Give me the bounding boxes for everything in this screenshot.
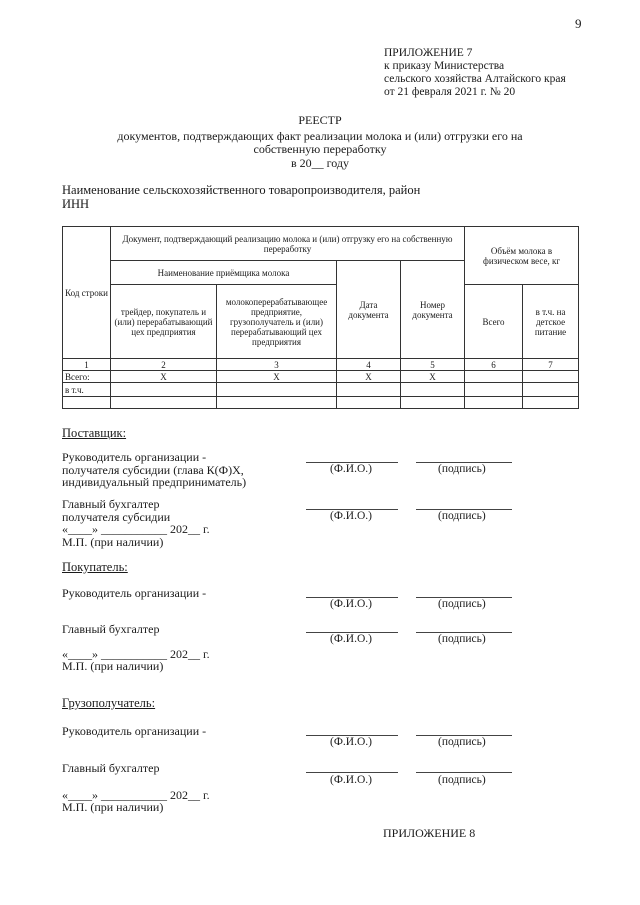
table-cell bbox=[337, 397, 401, 409]
supplier-accountant-label bbox=[62, 498, 170, 523]
table-cell: 1 bbox=[63, 359, 111, 371]
supplier-head-label bbox=[62, 451, 246, 489]
header-number: Номер документа bbox=[401, 261, 465, 359]
inn-label: ИНН bbox=[62, 196, 90, 211]
title-line: собственную переработку bbox=[253, 142, 387, 156]
buyer-stamp: М.П. (при наличии) bbox=[62, 659, 164, 673]
producer-name-label: Наименование сельскохозяйственного товаропроизводителя, район bbox=[62, 183, 421, 197]
fio-line bbox=[306, 772, 398, 773]
header-buyer-group: Наименование приёмщика молока bbox=[111, 261, 337, 285]
table-cell: 3 bbox=[217, 359, 337, 371]
table-row-including bbox=[63, 383, 579, 397]
supplier-date-line: «____» ___________ 202__ г. bbox=[62, 522, 210, 536]
table-cell bbox=[337, 383, 401, 397]
table-cell: X bbox=[217, 371, 337, 383]
consignee-accountant-label: Главный бухгалтер bbox=[62, 761, 160, 775]
header-code: Код строки bbox=[63, 227, 111, 359]
registry-table bbox=[62, 226, 579, 409]
table-cell bbox=[465, 383, 523, 397]
header-trader: трейдер, покупатель и (или) перерабатывающий цех предприятия bbox=[111, 285, 217, 359]
signature-caption: (подпись) bbox=[438, 633, 486, 645]
table-cell bbox=[523, 397, 579, 409]
header-total: Всего bbox=[465, 285, 523, 359]
table-cell: в т.ч. bbox=[63, 383, 111, 397]
next-appendix-title: ПРИЛОЖЕНИЕ 8 bbox=[383, 826, 476, 840]
table-cell bbox=[465, 397, 523, 409]
table-cell: 5 bbox=[401, 359, 465, 371]
fio-caption: (Ф.И.О.) bbox=[330, 774, 372, 786]
table-cell bbox=[111, 383, 217, 397]
signature-line bbox=[416, 772, 512, 773]
title-line: документов, подтверждающих факт реализации молока и (или) отгрузки его на bbox=[117, 128, 523, 143]
table-cell: 4 bbox=[337, 359, 401, 371]
consignee-stamp: М.П. (при наличии) bbox=[62, 800, 164, 814]
header-plant: молокоперерабатывающее предприятие, грузополучатель и (или) перерабатывающий цех предприятия bbox=[217, 285, 337, 359]
signature-caption: (подпись) bbox=[438, 736, 486, 748]
table-cell: 7 bbox=[523, 359, 579, 371]
fio-caption: (Ф.И.О.) bbox=[330, 633, 372, 645]
buyer-accountant-label: Главный бухгалтер bbox=[62, 622, 160, 636]
consignee-heading: Грузополучатель: bbox=[62, 696, 156, 710]
label-line: Руководитель организации - bbox=[62, 450, 207, 464]
appendix-line: ПРИЛОЖЕНИЕ 7 bbox=[384, 47, 473, 59]
consignee-date-line: «____» ___________ 202__ г. bbox=[62, 788, 210, 802]
header-document-group: Документ, подтверждающий реализацию молока и (или) отгрузку его на собственную переработку bbox=[111, 227, 465, 261]
table-cell: 6 bbox=[465, 359, 523, 371]
table-cell bbox=[217, 397, 337, 409]
table-cell bbox=[401, 397, 465, 409]
table-cell: X bbox=[337, 371, 401, 383]
label-line: Главный бухгалтер bbox=[62, 497, 160, 511]
table-cell: Всего: bbox=[63, 371, 111, 383]
signature-caption: (подпись) bbox=[438, 598, 486, 610]
table-cell bbox=[401, 383, 465, 397]
buyer-heading: Покупатель: bbox=[62, 560, 128, 574]
signature-caption: (подпись) bbox=[438, 463, 486, 475]
header-volume-group: Объём молока в физическом весе, кг bbox=[465, 227, 579, 285]
label-line: индивидуальный предприниматель) bbox=[62, 475, 247, 489]
appendix-line: сельского хозяйства Алтайского края bbox=[384, 73, 566, 85]
appendix-line: от 21 февраля 2021 г. № 20 bbox=[384, 86, 516, 98]
table-row-numbers bbox=[63, 359, 579, 371]
table-cell: 2 bbox=[111, 359, 217, 371]
table-row-empty bbox=[63, 397, 579, 409]
fio-caption: (Ф.И.О.) bbox=[330, 463, 372, 475]
fio-caption: (Ф.И.О.) bbox=[330, 510, 372, 522]
table-cell bbox=[217, 383, 337, 397]
label-line: получателя субсидии (глава К(Ф)Х, bbox=[62, 462, 244, 477]
table-cell bbox=[523, 383, 579, 397]
table-cell: X bbox=[401, 371, 465, 383]
table-row-total bbox=[63, 371, 579, 383]
table-cell bbox=[111, 397, 217, 409]
buyer-date-line: «____» ___________ 202__ г. bbox=[62, 647, 210, 661]
supplier-heading: Поставщик: bbox=[62, 426, 127, 440]
label-line: получателя субсидии bbox=[62, 509, 171, 524]
header-date: Дата документа bbox=[337, 261, 401, 359]
fio-caption: (Ф.И.О.) bbox=[330, 598, 372, 610]
buyer-head-label: Руководитель организации - bbox=[62, 586, 207, 600]
header-baby-food: в т.ч. на детское питание bbox=[523, 285, 579, 359]
fio-caption: (Ф.И.О.) bbox=[330, 736, 372, 748]
title-line: РЕЕСТР bbox=[298, 113, 342, 127]
table-cell bbox=[63, 397, 111, 409]
signature-caption: (подпись) bbox=[438, 510, 486, 522]
appendix-line: к приказу Министерства bbox=[384, 60, 505, 72]
table-cell bbox=[465, 371, 523, 383]
table-cell: X bbox=[111, 371, 217, 383]
page-number: 9 bbox=[575, 16, 582, 31]
table-cell bbox=[523, 371, 579, 383]
producer-block bbox=[62, 184, 420, 211]
appendix-header bbox=[384, 47, 566, 99]
signature-caption: (подпись) bbox=[438, 774, 486, 786]
consignee-head-label: Руководитель организации - bbox=[62, 724, 207, 738]
title-line: в 20__ году bbox=[290, 155, 350, 170]
supplier-stamp: М.П. (при наличии) bbox=[62, 535, 164, 549]
document-title bbox=[0, 114, 640, 170]
